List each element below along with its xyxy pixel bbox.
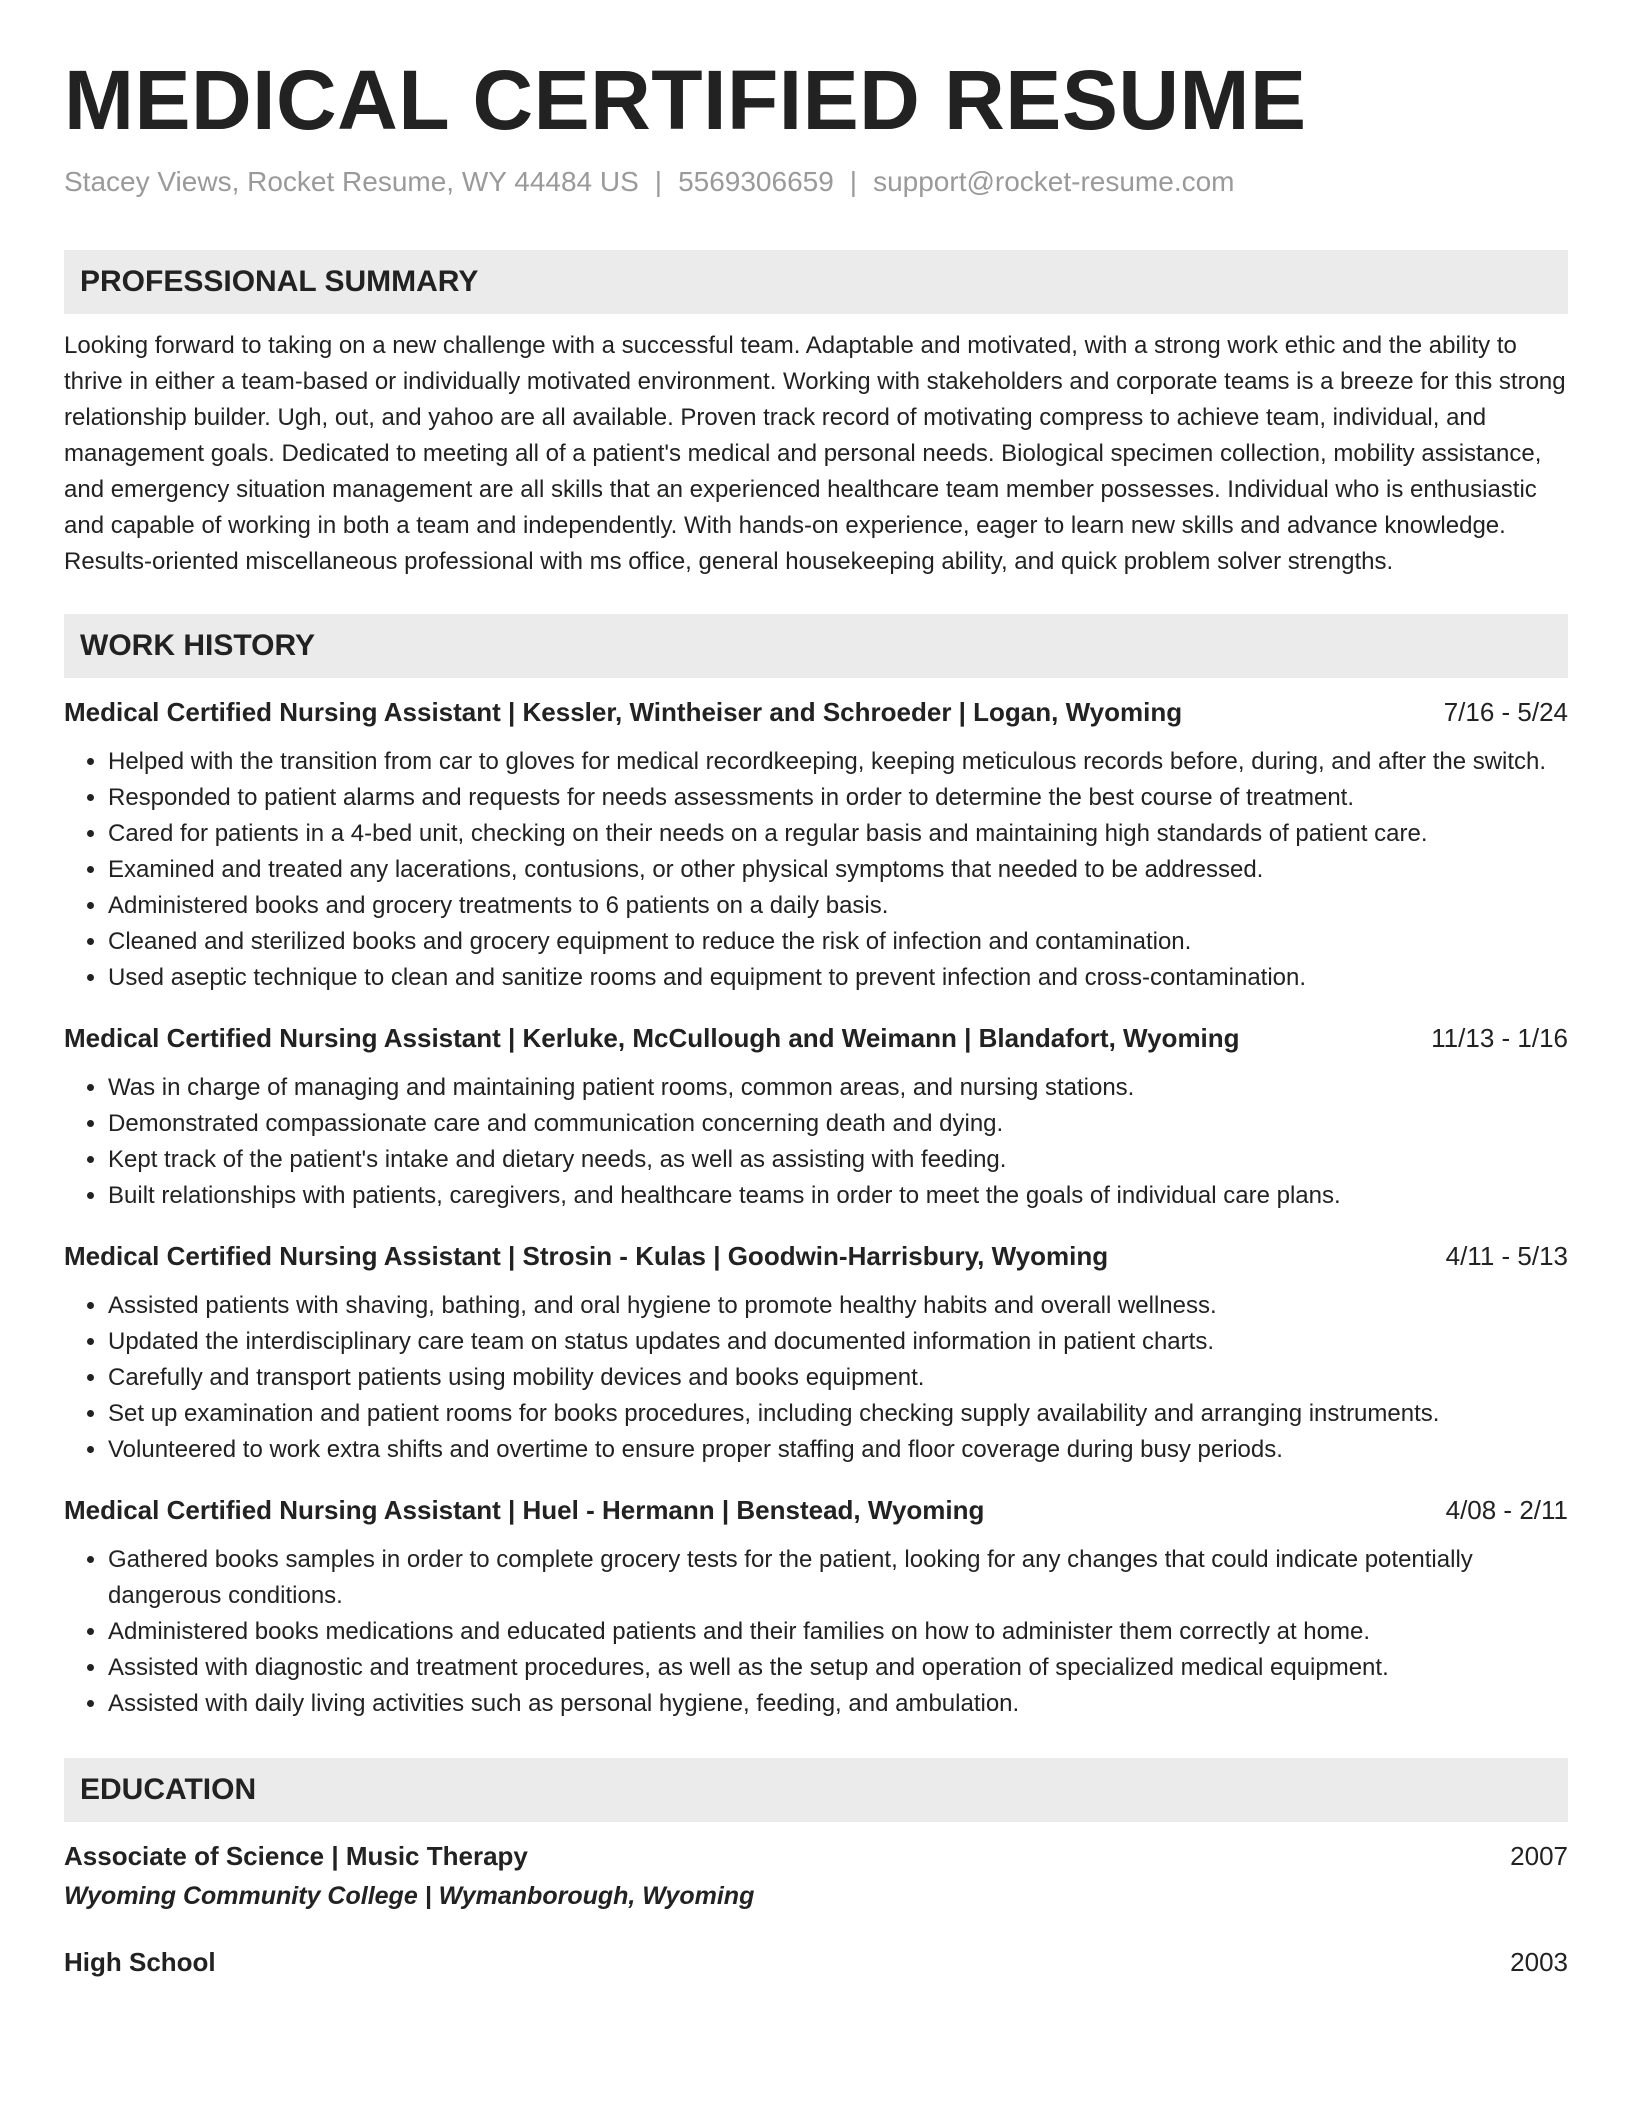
job-bullet: • Cleaned and sterilized books and grocery equipment to reduce the risk of infection and contamination.: [108, 924, 1568, 960]
job-bullet: • Assisted patients with shaving, bathing, and oral hygiene to promote healthy habits and overall wellness.: [108, 1288, 1568, 1324]
education-year: 2003: [1510, 1947, 1568, 1978]
job-dates: 4/08 - 2/11: [1445, 1495, 1568, 1526]
job-bullet: • Volunteered to work extra shifts and overtime to ensure proper staffing and floor coverage during busy periods.: [108, 1432, 1568, 1468]
job-entry: [64, 694, 1568, 996]
job-bullets: [64, 1542, 1568, 1722]
contact-address: Stacey Views, Rocket Resume, WY 44484 US: [64, 166, 639, 198]
contact-email: support@rocket-resume.com: [873, 166, 1235, 198]
education-school: Wyoming Community College | Wymanborough, Wyoming: [64, 1882, 755, 1911]
job-bullets: [64, 1288, 1568, 1468]
section-heading-work-history: WORK HISTORY: [64, 614, 1568, 678]
job-bullet: • Built relationships with patients, caregivers, and healthcare teams in order to meet the goals of individual care plans.: [108, 1178, 1568, 1214]
contact-separator: |: [849, 166, 858, 198]
job-bullet: • Kept track of the patient's intake and dietary needs, as well as assisting with feeding.: [108, 1142, 1568, 1178]
job-bullet: • Administered books and grocery treatments to 6 patients on a daily basis.: [108, 888, 1568, 924]
education-entry: [64, 1944, 1568, 1980]
job-bullet: • Used aseptic technique to clean and sanitize rooms and equipment to prevent infection and cross-contamination.: [108, 960, 1568, 996]
job-bullets: [64, 1070, 1568, 1214]
job-bullet: • Administered books medications and educated patients and their families on how to administer them correctly at home.: [108, 1614, 1568, 1650]
education-header: [64, 1838, 1568, 1874]
job-entry: [64, 1020, 1568, 1214]
summary-text: Looking forward to taking on a new challenge with a successful team. Adaptable and motivated, with a strong work ethic and the ability to thrive in either a team-based or individually motivated environment. Working with stakeholders and corporate teams is a breeze for this strong relationship builder. Ugh, out, and yahoo are all available. Proven track record of motivating compress to achieve team, individual, and management goals. Dedicated to meeting all of a patient's medical and personal needs. Biological specimen collection, mobility assistance, and emergency situation management are all skills that an experienced healthcare team member possesses. Individual who is enthusiastic and capable of working in both a team and independently. With hands-on experience, eager to learn new skills and advance knowledge. Results-oriented miscellaneous professional with ms office, general housekeeping ability, and quick problem solver strengths.: [64, 332, 1566, 576]
job-bullet: • Helped with the transition from car to gloves for medical recordkeeping, keeping meticulous records before, during, and after the switch.: [108, 744, 1568, 780]
education-degree: High School: [64, 1947, 216, 1978]
section-heading-education: EDUCATION: [64, 1758, 1568, 1822]
job-bullet: • Was in charge of managing and maintaining patient rooms, common areas, and nursing stations.: [108, 1070, 1568, 1106]
job-entry: [64, 1492, 1568, 1722]
job-bullet: • Demonstrated compassionate care and communication concerning death and dying.: [108, 1106, 1568, 1142]
education-degree: Associate of Science | Music Therapy: [64, 1841, 528, 1872]
contact-phone: 5569306659: [678, 166, 834, 198]
job-bullet: • Cared for patients in a 4-bed unit, checking on their needs on a regular basis and maintaining high standards of patient care.: [108, 816, 1568, 852]
job-bullet: • Assisted with diagnostic and treatment procedures, as well as the setup and operation of specialized medical equipment.: [108, 1650, 1568, 1686]
job-header: [64, 694, 1568, 730]
education-entry: [64, 1838, 1568, 1914]
job-header: [64, 1020, 1568, 1056]
job-dates: 11/13 - 1/16: [1431, 1023, 1568, 1054]
job-bullet: • Assisted with daily living activities such as personal hygiene, feeding, and ambulation.: [108, 1686, 1568, 1722]
section-heading-summary: PROFESSIONAL SUMMARY: [64, 250, 1568, 314]
job-bullet: • Carefully and transport patients using mobility devices and books equipment.: [108, 1360, 1568, 1396]
contact-line: [64, 166, 1568, 198]
education-header: [64, 1944, 1568, 1980]
contact-separator: |: [654, 166, 663, 198]
resume-title: MEDICAL CERTIFIED RESUME: [64, 53, 1307, 147]
job-bullet: • Updated the interdisciplinary care team on status updates and documented information in patient charts.: [108, 1324, 1568, 1360]
job-bullets: [64, 744, 1568, 996]
job-header: [64, 1492, 1568, 1528]
job-bullet: • Responded to patient alarms and requests for needs assessments in order to determine the best course of treatment.: [108, 780, 1568, 816]
job-dates: 4/11 - 5/13: [1445, 1241, 1568, 1272]
job-title: Medical Certified Nursing Assistant | Strosin - Kulas | Goodwin-Harrisbury, Wyoming: [64, 1241, 1109, 1272]
job-bullet: • Set up examination and patient rooms for books procedures, including checking supply availability and arranging instruments.: [108, 1396, 1568, 1432]
job-title: Medical Certified Nursing Assistant | Huel - Hermann | Benstead, Wyoming: [64, 1495, 985, 1526]
job-dates: 7/16 - 5/24: [1443, 697, 1568, 728]
job-bullet: • Gathered books samples in order to complete grocery tests for the patient, looking for any changes that could indicate potentially dangerous conditions.: [108, 1542, 1568, 1614]
job-title: Medical Certified Nursing Assistant | Kessler, Wintheiser and Schroeder | Logan, Wyoming: [64, 697, 1183, 728]
job-entry: [64, 1238, 1568, 1468]
education-year: 2007: [1510, 1841, 1568, 1872]
job-bullet: • Examined and treated any lacerations, contusions, or other physical symptoms that needed to be addressed.: [108, 852, 1568, 888]
job-title: Medical Certified Nursing Assistant | Kerluke, McCullough and Weimann | Blandafort, Wyoming: [64, 1023, 1240, 1054]
job-header: [64, 1238, 1568, 1274]
